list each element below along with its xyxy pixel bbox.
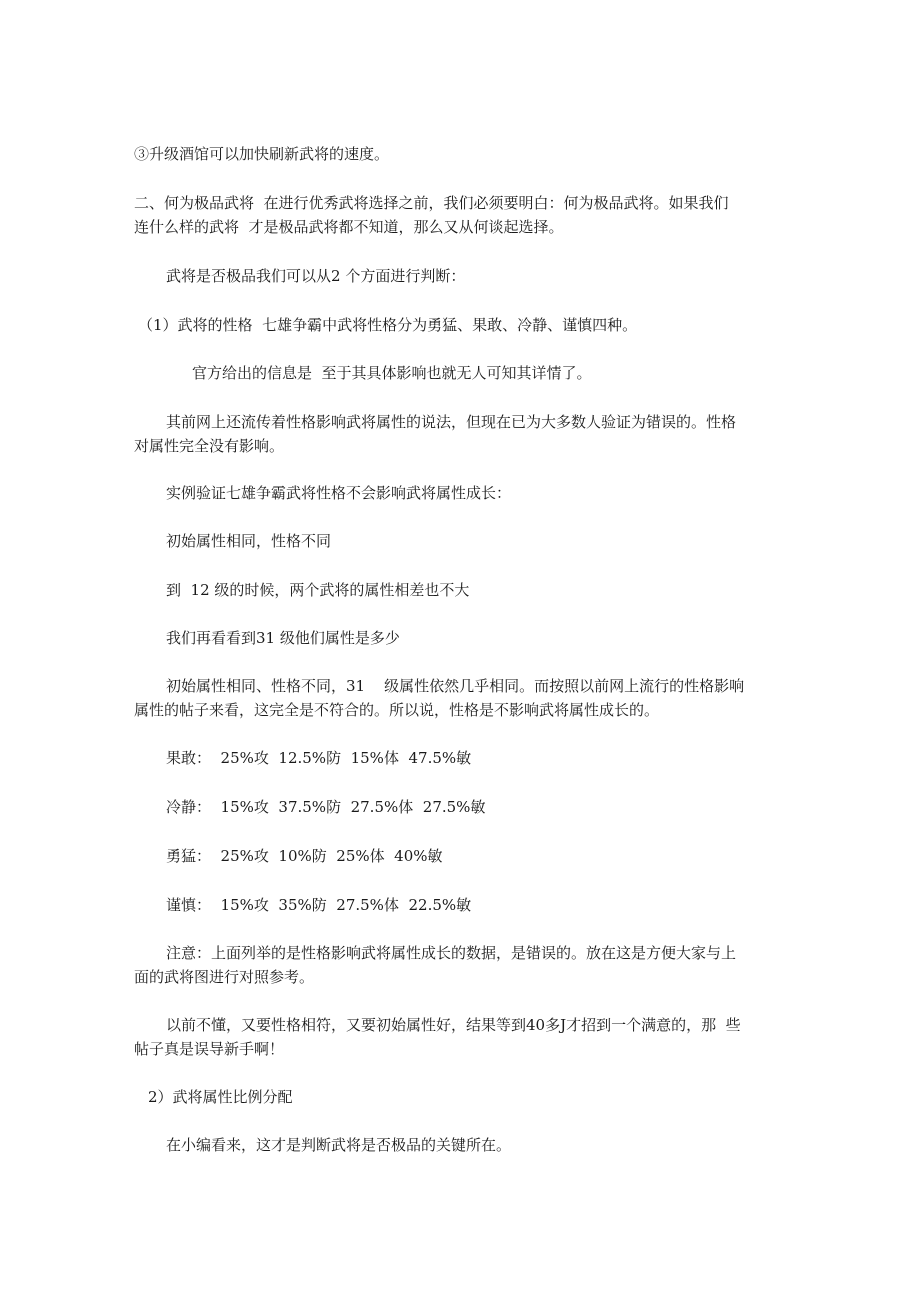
stat-line-jinshen (166, 893, 831, 917)
text-line: ③升级酒馆可以加快刷新武将的速度。 (134, 145, 390, 163)
text-line: 武将是否极品我们可以从2 个方面进行判断： (166, 267, 466, 285)
text-line: 帖子真是误导新手啊！ (134, 1040, 285, 1058)
paragraph-misled (134, 1013, 799, 1061)
text-line: 官方给出的信息是 至于其具体影响也就无人可知其详情了。 (192, 364, 592, 382)
text-line: 初始属性相同、性格不同，31 级属性依然几乎相同。而按照以前网上流行的性格影响 (166, 677, 745, 695)
paragraph-official-info (192, 361, 857, 385)
text-line: 到 12 级的时候，两个武将的属性相差也不大 (166, 581, 470, 599)
text-line: 初始属性相同，性格不同 (166, 532, 332, 550)
text-line: 二、何为极品武将 在进行优秀武将选择之前，我们必须要明白：何为极品武将。如果我们 (134, 194, 729, 212)
text-line: （1）武将的性格 七雄争霸中武将性格分为勇猛、果敢、冷静、谨慎四种。 (138, 316, 638, 334)
stat-line-lengjing (166, 795, 831, 819)
paragraph-conclusion (134, 674, 799, 722)
paragraph-attribute-ratio-heading (148, 1085, 813, 1109)
paragraph-level-12 (166, 578, 831, 602)
text-line: 在小编看来，这才是判断武将是否极品的关键所在。 (166, 1136, 512, 1154)
text-line: 勇猛： 25%攻 10%防 25%体 40%敏 (166, 847, 443, 865)
paragraph-same-initial (166, 529, 831, 553)
text-line: 连什么样的武将 才是极品武将都不知道，那么又从何谈起选择。 (134, 218, 564, 236)
text-line: 属性的帖子来看，这完全是不符合的。所以说，性格是不影响武将属性成长的。 (134, 701, 660, 719)
stat-line-yongmeng (166, 844, 831, 868)
text-line: 面的武将图进行对照参考。 (134, 968, 315, 986)
text-line: 以前不懂，又要性格相符，又要初始属性好，结果等到40多J才招到一个满意的，那 些 (166, 1016, 741, 1034)
stat-line-guogan (166, 746, 831, 770)
paragraph-tavern-upgrade (134, 142, 799, 166)
text-line: 果敢： 25%攻 12.5%防 15%体 47.5%敏 (166, 749, 472, 767)
text-line: 谨慎： 15%攻 35%防 27.5%体 22.5%敏 (166, 896, 472, 914)
paragraph-key-point (166, 1133, 831, 1157)
paragraph-note (134, 941, 799, 989)
paragraph-level-31 (166, 626, 831, 650)
text-line: 其前网上还流传着性格影响武将属性的说法，但现在已为大多数人验证为错误的。性格 (166, 413, 737, 431)
text-line: 注意：上面列举的是性格影响武将属性成长的数据，是错误的。放在这是方便大家与上 (166, 944, 737, 962)
paragraph-section-two-heading (134, 191, 799, 239)
text-line: 实例验证七雄争霸武将性格不会影响武将属性成长： (166, 484, 512, 502)
text-line: 我们再看看到31 级他们属性是多少 (166, 629, 400, 647)
paragraph-rumor (134, 410, 799, 458)
text-line: 对属性完全没有影响。 (134, 437, 285, 455)
text-line: 2）武将属性比例分配 (148, 1088, 293, 1106)
paragraph-personality-heading (138, 313, 803, 337)
text-line: 冷静： 15%攻 37.5%防 27.5%体 27.5%敏 (166, 798, 486, 816)
paragraph-example-verify (166, 481, 831, 505)
paragraph-two-aspects (166, 264, 831, 288)
